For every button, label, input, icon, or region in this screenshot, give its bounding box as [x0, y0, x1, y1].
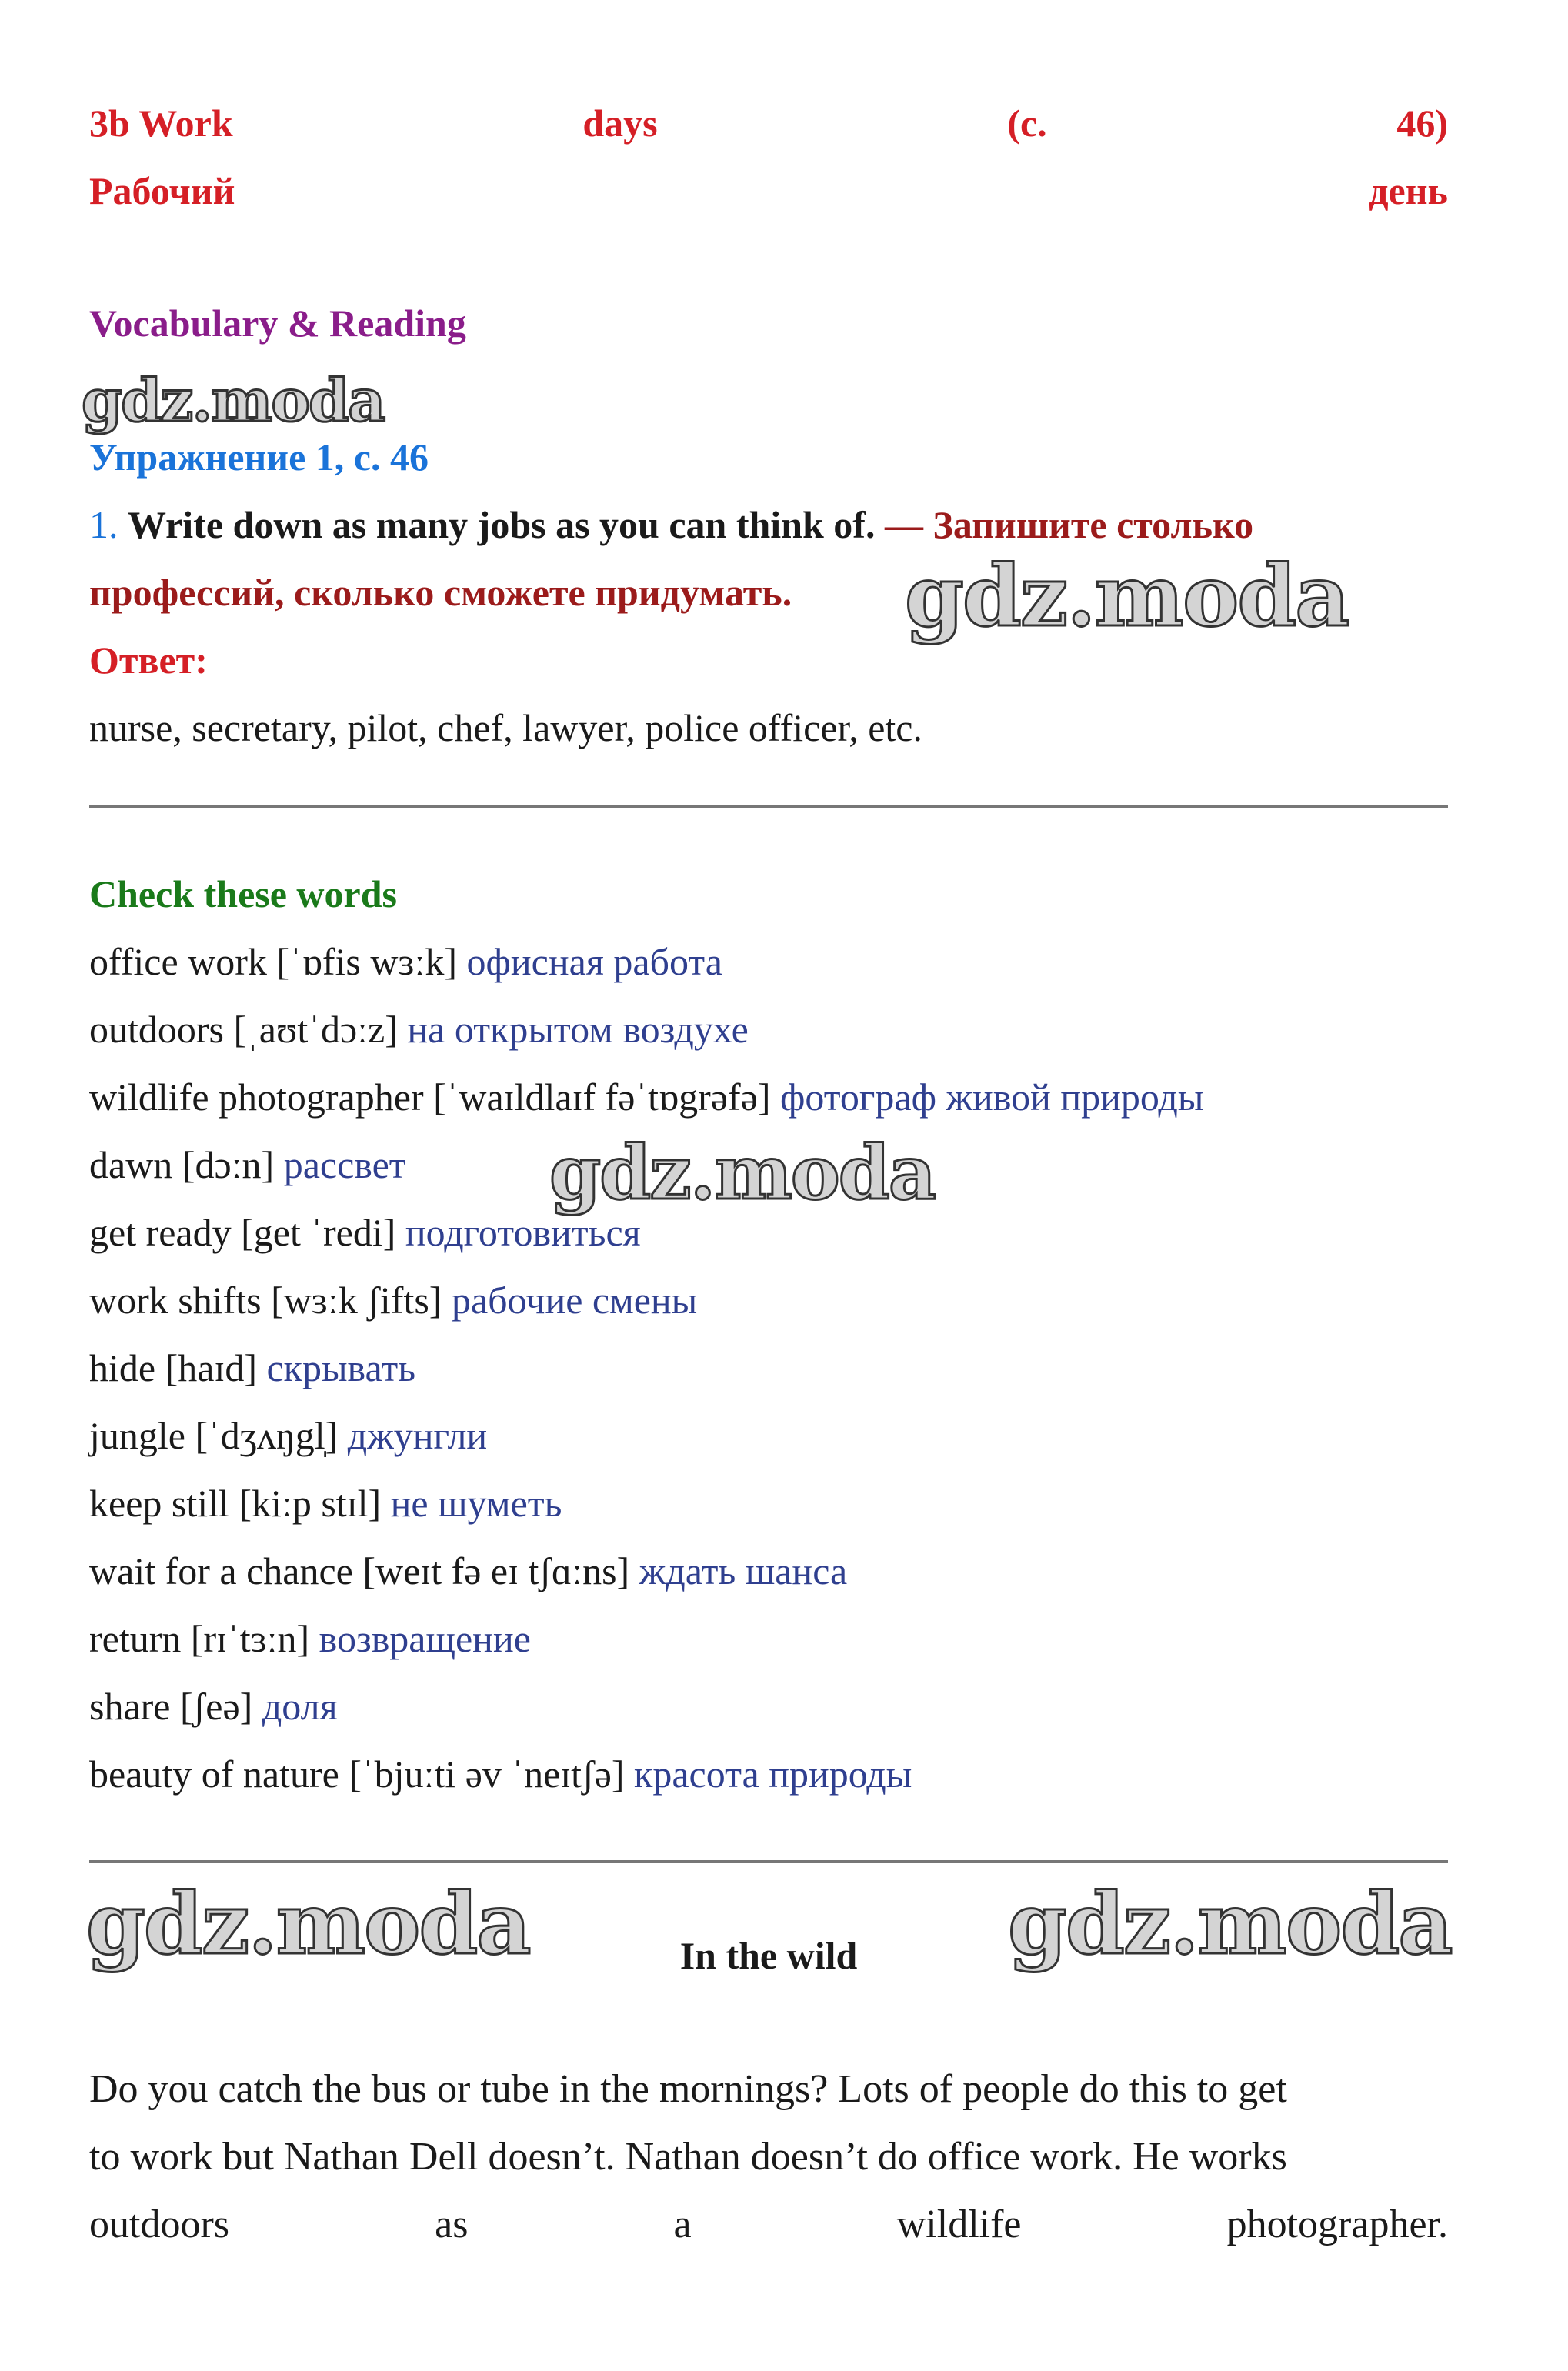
exercise-task-ru-cont: профессий, сколько сможете придумать.: [89, 571, 792, 614]
vocab-item: [89, 1605, 1448, 1672]
article-word: outdoors: [89, 2203, 229, 2246]
vocab-word: wildlife photographer [ˈwaɪldlaɪf fəˈtɒgrəfə]: [89, 1075, 771, 1119]
answer-label: Ответ:: [89, 639, 208, 682]
vocab-word: office work [ˈɒfis wɜːk]: [89, 940, 458, 983]
vocab-word: return [rɪˈtɜːn]: [89, 1617, 310, 1660]
article-paragraph-line: to work but Nathan Dell doesn’t. Nathan doesn’t do office work. He works: [89, 2135, 1287, 2179]
vocab-translation: не шуметь: [390, 1482, 562, 1525]
vocab-item: [89, 995, 1448, 1063]
vocab-item: [89, 1672, 1448, 1740]
vocab-word: wait for a chance [weɪt fə eɪ tʃɑːns]: [89, 1549, 630, 1592]
exercise-task-ru: — Запишите столько: [884, 503, 1254, 546]
lesson-header-ru: [89, 157, 1448, 225]
watermark-logo: gdz.moda: [1008, 1874, 1452, 1973]
watermark-logo: gdz.moda: [82, 366, 385, 435]
vocab-translation: скрывать: [266, 1346, 416, 1389]
article-word: a: [673, 2203, 692, 2246]
vocab-item: [89, 1063, 1448, 1131]
divider: [89, 805, 1448, 808]
article-word: wildlife: [896, 2203, 1022, 2246]
exercise-task-en: Write down as many jobs as you can think of.: [128, 503, 876, 546]
vocab-item: [89, 1740, 1448, 1808]
header-word: 46): [1396, 102, 1448, 145]
vocab-translation: джунгли: [347, 1414, 488, 1457]
vocab-translation: на открытом воздухе: [407, 1008, 749, 1051]
divider: [89, 1860, 1448, 1863]
exercise-number: 1.: [89, 503, 118, 546]
vocab-item: [89, 1334, 1448, 1402]
vocab-word: jungle [ˈdʒʌŋgl̩]: [89, 1414, 339, 1457]
watermark-logo: gdz.moda: [905, 546, 1349, 645]
vocab-word: beauty of nature [ˈbjuːti əv ˈneɪtʃə]: [89, 1752, 625, 1796]
article-paragraph-line: [89, 2191, 1448, 2259]
vocab-item: [89, 1266, 1448, 1334]
vocab-word: keep still [kiːp stɪl]: [89, 1482, 382, 1525]
vocab-translation: фотограф живой природы: [779, 1075, 1204, 1119]
section-title: Vocabulary & Reading: [89, 302, 466, 345]
vocab-translation: подготовиться: [405, 1211, 641, 1254]
vocab-item: [89, 928, 1448, 995]
vocab-word: share [ʃeə]: [89, 1685, 253, 1728]
vocab-item: [89, 1537, 1448, 1605]
header-word: день: [1369, 169, 1448, 212]
vocab-item: [89, 1402, 1448, 1469]
article-word: as: [435, 2203, 469, 2246]
vocab-word: dawn [dɔːn]: [89, 1143, 275, 1186]
answer-text: nurse, secretary, pilot, chef, lawyer, police officer, etc.: [89, 706, 922, 749]
vocab-word: work shifts [wɜːk ʃifts]: [89, 1279, 442, 1322]
vocab-translation: возвращение: [319, 1617, 531, 1660]
vocab-word: outdoors [ˌaʊtˈdɔːz]: [89, 1008, 398, 1051]
header-word: 3b Work: [89, 102, 233, 145]
vocab-translation: красота природы: [634, 1752, 912, 1796]
check-words-title: Check these words: [89, 872, 397, 915]
header-word: Рабочий: [89, 169, 235, 212]
header-word: days: [582, 102, 658, 145]
vocab-translation: рассвет: [283, 1143, 406, 1186]
watermark-logo: gdz.moda: [86, 1874, 530, 1973]
vocab-translation: доля: [262, 1685, 338, 1728]
article-word: photographer.: [1226, 2203, 1448, 2246]
article-title: In the wild: [679, 1934, 858, 1977]
vocab-translation: офисная работа: [466, 940, 722, 983]
header-word: (c.: [1007, 102, 1047, 145]
vocab-word: hide [haɪd]: [89, 1346, 257, 1389]
vocab-translation: рабочие смены: [451, 1279, 698, 1322]
watermark-logo: gdz.moda: [549, 1129, 936, 1216]
vocab-item: [89, 1469, 1448, 1537]
lesson-header: [89, 89, 1448, 157]
vocab-translation: ждать шанса: [639, 1549, 848, 1592]
vocab-word: get ready [get ˈredi]: [89, 1211, 396, 1254]
exercise-title: Упражнение 1, с. 46: [89, 435, 429, 479]
article-paragraph-line: Do you catch the bus or tube in the mornings? Lots of people do this to get: [89, 2067, 1287, 2111]
